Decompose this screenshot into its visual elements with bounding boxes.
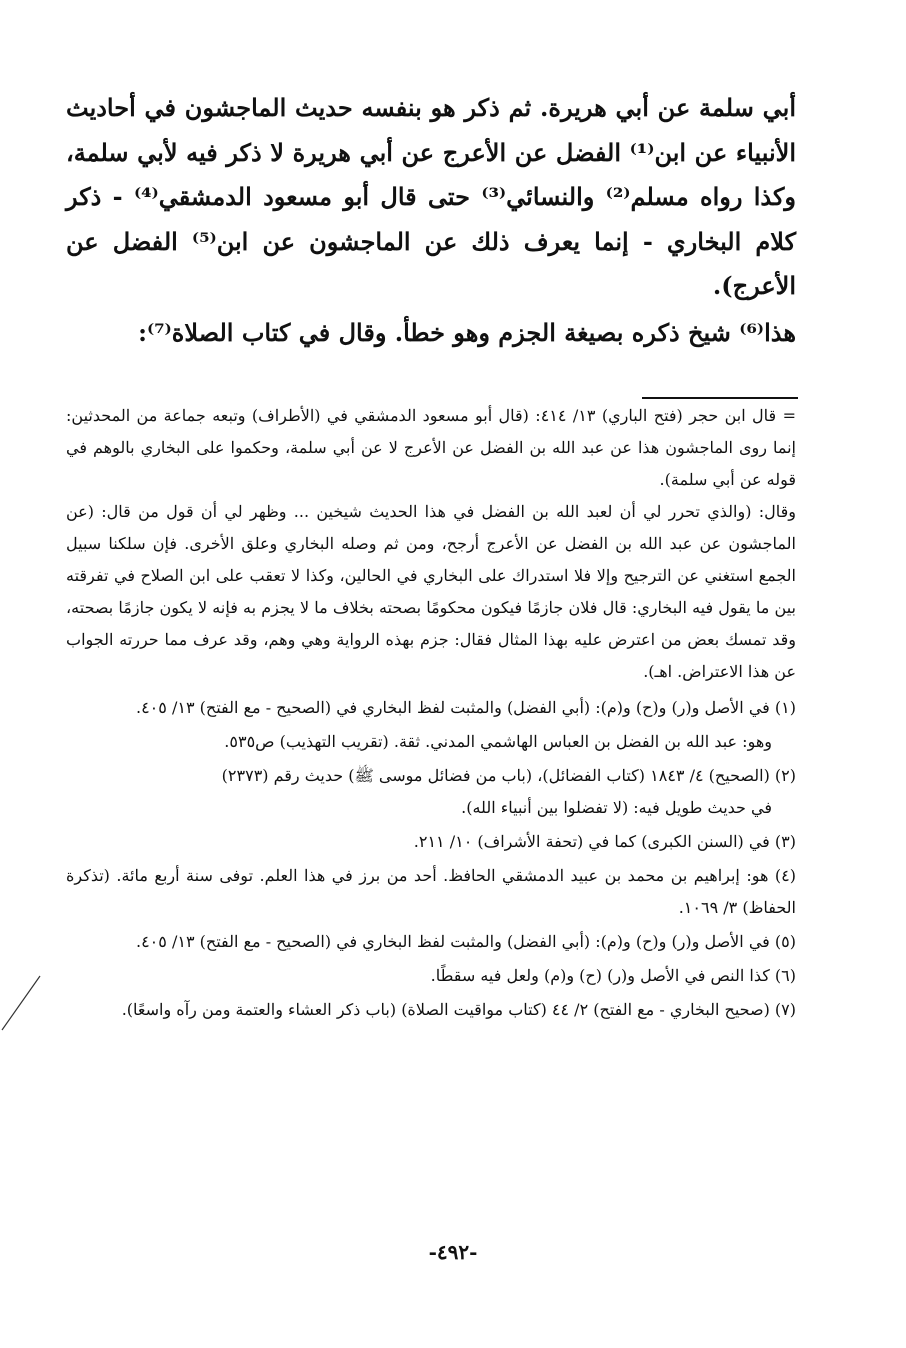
footnote-1: (١) في الأصل و(ر) و(ح) و(م): (أبي الفضل) والمثبت لفظ البخاري في (الصحيح - مع الفتح) ١٣/ ٤٠٥. bbox=[135, 698, 796, 717]
footnote-4: (٤) هو: إبراهيم بن محمد بن عبيد الدمشقي الحافظ. أحد من برز في هذا العلم. توفى سنة أربع مائة. (تذكرة الحفاظ) ٣/ ١٠٦٩. bbox=[66, 866, 796, 917]
footnote-continuation-2: وقال: (والذي تحرر لي أن لعبد الله بن الفضل في هذا الحديث شيخين ... وظهر لي أن قول من قال: (عن الماجشون عن عبد الله بن الفضل عن الأعرج أرجح، ومن ثم وصله البخاري وعلق الأخرى. فإن سلكنا سبيل الجمع استغني عن الترجيح وإلا فلا استدراك على البخاري في الحالين، وكذا لا تعقب على ابن الصلاح في تفرقته بين ما يقول فيه البخاري: قال فلان جازمًا فيكون محكومًا بصحته بخلاف ما لا يجزم به فإنه لا يكون جازمًا بصحته، وقد تمسك بعض من اعترض عليه بهذا المثال فقال: جزم بهذه الرواية وهي وهم، وقد عرف مما حررته الجواب عن هذا الاعتراض. اهـ). bbox=[66, 502, 797, 681]
footnote-6: (٦) كذا النص في الأصل و(ر) (ح) و(م) ولعل فيه سقطًا. bbox=[430, 966, 796, 985]
footnotes bbox=[66, 400, 796, 1026]
footnote-7: (٧) (صحيح البخاري - مع الفتح) ٢/ ٤٤ (كتاب مواقيت الصلاة) (باب ذكر العشاء والعتمة ومن رآه واسعًا). bbox=[121, 1000, 796, 1019]
margin-pen-mark bbox=[0, 972, 44, 1032]
footnote-2: (٢) (الصحيح) ٤/ ١٨٤٣ (كتاب الفضائل)، (باب من فضائل موسى ﷺ) حديث رقم (٢٣٧٣) bbox=[221, 766, 796, 785]
page-number: -٤٩٢- bbox=[428, 1240, 478, 1264]
main-text bbox=[66, 86, 796, 355]
footnote-separator bbox=[642, 397, 798, 399]
footnote-2-extra: في حديث طويل فيه: (لا تفضلوا بين أنبياء الله). bbox=[461, 798, 772, 817]
main-paragraph-1: أبي سلمة عن أبي هريرة. ثم ذكر هو بنفسه حديث الماجشون في أحاديث الأنبياء عن ابن⁽¹⁾ الفضل عن الأعرج عن أبي هريرة لا ذكر فيه لأبي سلمة، وكذا رواه مسلم⁽²⁾ والنسائي⁽³⁾ حتى قال أبو مسعود الدمشقي⁽⁴⁾ - ذكر كلام البخاري - إنما يعرف ذلك عن الماجشون عن ابن⁽⁵⁾ الفضل عن الأعرج). bbox=[66, 93, 797, 300]
footnote-1-extra: وهو: عبد الله بن الفضل بن العباس الهاشمي المدني. ثقة. (تقريب التهذيب) ص٥٣٥. bbox=[224, 732, 772, 751]
main-paragraph-2: هذا⁽⁶⁾ شيخ ذكره بصيغة الجزم وهو خطأ. وقال في كتاب الصلاة⁽⁷⁾: bbox=[138, 317, 796, 347]
footnote-3: (٣) في (السنن الكبرى) كما في (تحفة الأشراف) ١٠/ ٢١١. bbox=[413, 832, 796, 851]
footnote-continuation-1: = قال ابن حجر (فتح الباري) ١٣/ ٤١٤: (قال أبو مسعود الدمشقي في (الأطراف) وتبعه جماعة من المحدثين: إنما روى الماجشون هذا عن عبد الله بن الفضل عن الأعرج لا عن أبي سلمة، وحكموا على البخاري بالوهم في قوله عن أبي سلمة). bbox=[66, 406, 796, 489]
footnote-5: (٥) في الأصل و(ر) و(ح) و(م): (أبي الفضل) والمثبت لفظ البخاري في (الصحيح - مع الفتح) ١٣/ ٤٠٥. bbox=[135, 932, 796, 951]
